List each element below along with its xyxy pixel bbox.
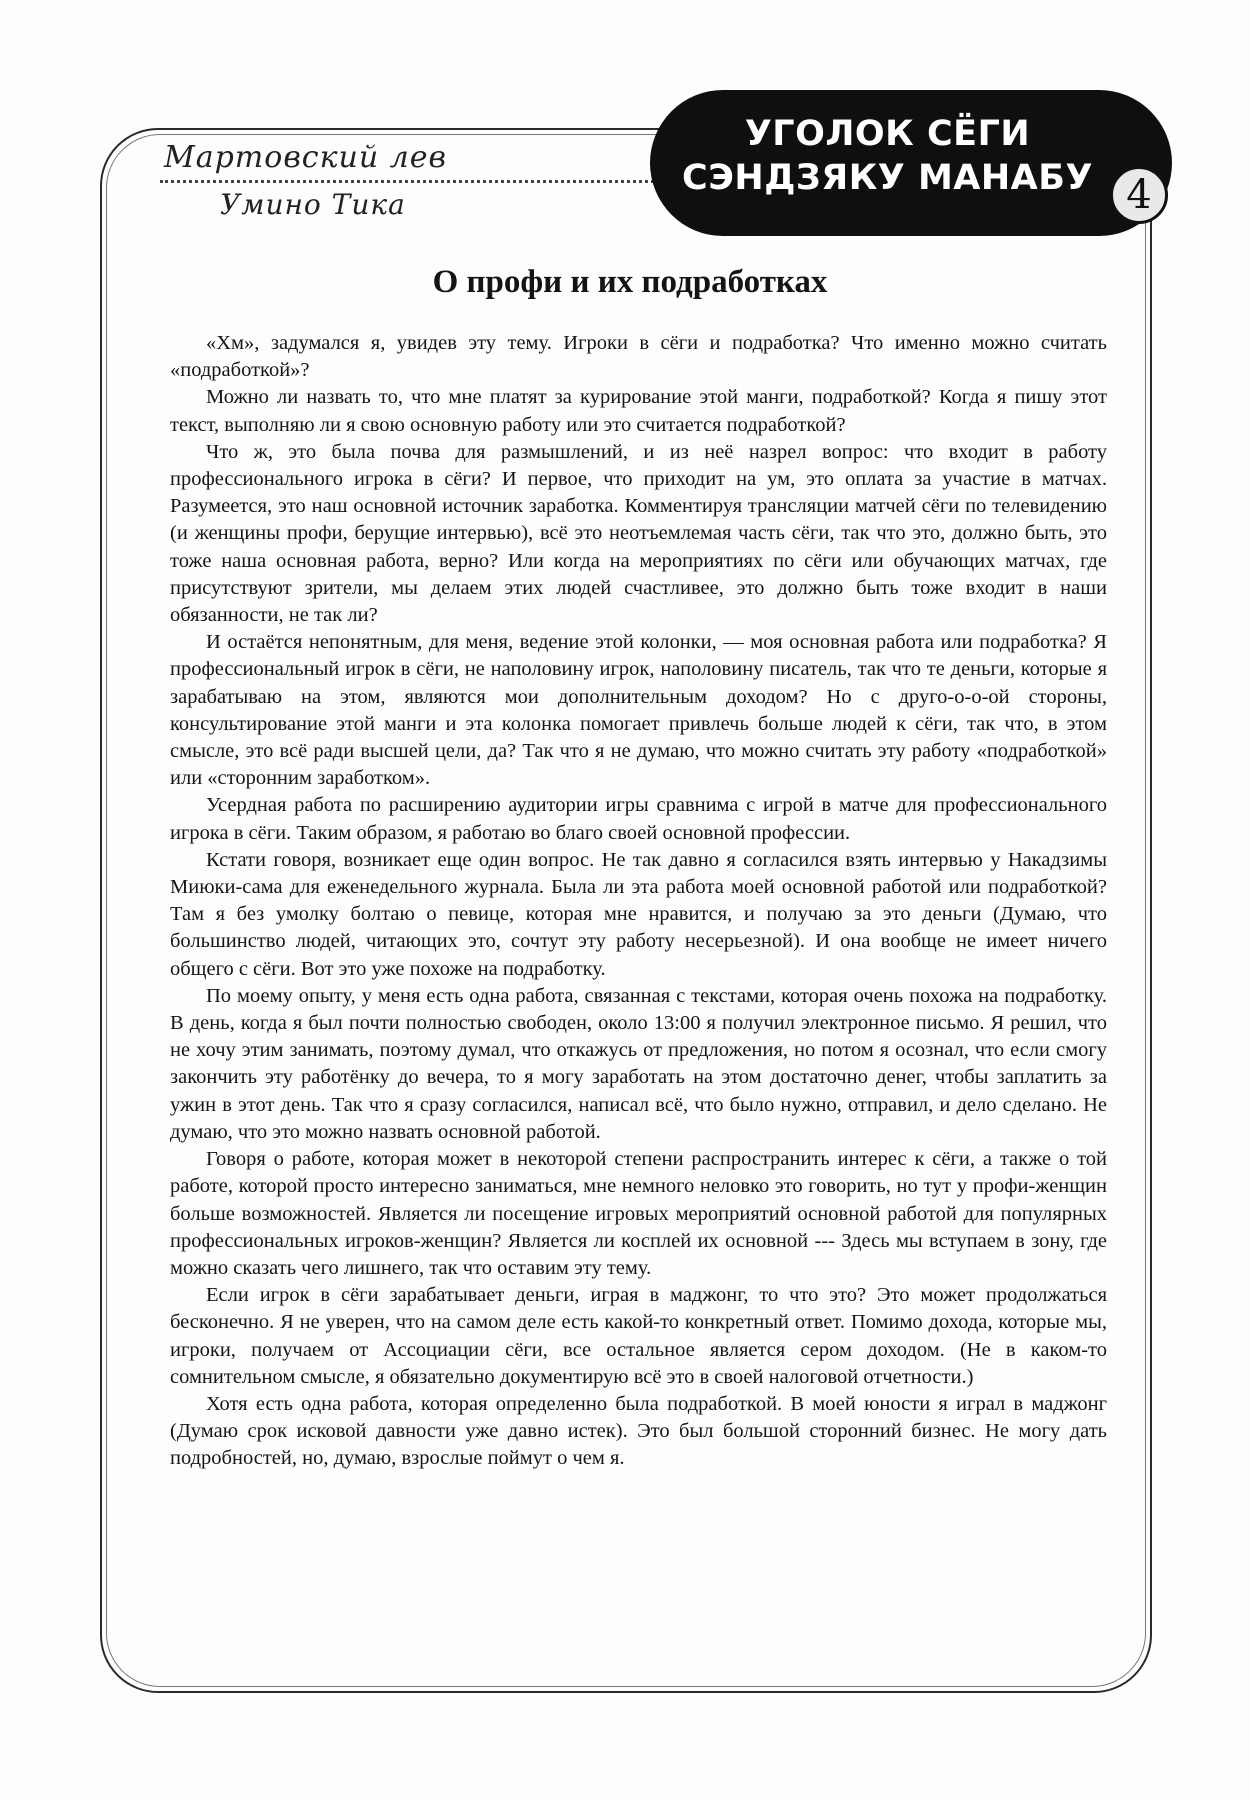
page-number: 4	[1110, 166, 1168, 224]
article-title: О профи и их подработках	[432, 264, 828, 300]
paragraph: Можно ли назвать то, что мне платят за курирование этой манги, подработкой? Когда я пишу этот текст, выполняю ли я свою основную работу или это считается подработкой?	[170, 386, 1107, 436]
paragraph: Усердная работа по расширению аудитории игры сравнима с игрой в матче для профессионального игрока в сёги. Таким образом, я работаю во благо своей основной профессии.	[170, 794, 1107, 844]
paragraph: Хотя есть одна работа, которая определенно была подработкой. В моей юности я играл в маджонг (Думаю срок исковой давности уже давно истек). Это был большой сторонний бизнес. Не могу дать подробностей, но, думаю, взрослые поймут о чем я.	[170, 1392, 1107, 1470]
column-title-line-2: СЭНДЗЯКУ МАНАБУ	[682, 158, 1093, 198]
column-title	[650, 112, 1125, 200]
paragraph: И остаётся непонятным, для меня, ведение этой колонки, — моя основная работа или подработка? Я профессиональный игрок в сёги, не наполовину игрок, наполовину писатель, так что те деньги, которые я зарабатываю на этом, являются мои дополнительным доходом? Но с друго-о-о-ой стороны, консультирование этой манги и эта колонка помогает привлечь больше людей к сёги, так что, в этом смысле, это всё ради высшей цели, да? Так что я не думаю, что можно считать эту работу «подработкой» или «сторонним заработком».	[170, 631, 1107, 790]
paragraph: «Хм», задумался я, увидев эту тему. Игроки в сёги и подработка? Что именно можно считать «подработкой»?	[170, 332, 1107, 382]
paragraph: Кстати говоря, возникает еще один вопрос. Не так давно я согласился взять интервью у Накадзимы Миюки-сама для еженедельного журнала. Была ли эта работа моей основной работой или подработкой? Там я без умолку болтаю о певице, которая мне нравится, и получаю за это деньги (Думаю, что большинство людей, читающих это, сочтут эту работу несерьезной). И она вообще не имеет ничего общего с сёги. Вот это уже похоже на подработку.	[170, 848, 1107, 980]
paragraph: Говоря о работе, которая может в некоторой степени распространить интерес к сёги, а также о той работе, которой просто интересно заниматься, мне немного неловко это говорить, но тут у профи-женщин больше возможностей. Является ли посещение игровых мероприятий основной работой для популярных профессиональных игроков-женщин? Является ли косплей их основной --- Здесь мы вступаем в зону, где можно сказать чего лишнего, так что оставим эту тему.	[170, 1148, 1107, 1279]
column-title-line-1: УГОЛОК СЁГИ	[744, 114, 1031, 154]
paragraph: По моему опыту, у меня есть одна работа, связанная с текстами, которая очень похожа на подработку. В день, когда я был почти полностью свободен, около 13:00 я получил электронное письмо. Я решил, что не хочу этим занимать, поэтому думал, что откажусь от предложения, но потом я осознал, что если смогу закончить эту работёнку до вечера, то я могу заработать на этом достаточно денег, чтобы заплатить за ужин в этот день. Так что я сразу согласился, написал всё, что было нужно, отправил, и дело сделано. Не думаю, что это можно назвать основной работой.	[170, 984, 1107, 1143]
dotted-divider	[160, 180, 660, 183]
paragraph: Что ж, это была почва для размышлений, и из неё назрел вопрос: что входит в работу профессионального игрока в сёги? И первое, что приходит на ум, это оплата за участие в матчах. Разумеется, это наш основной источник заработка. Комментируя трансляции матчей сёги по телевидению (и женщины профи, берущие интервью), всё это неотъемлемая часть сёги, так что это, должно быть, это тоже наша основная работа, верно? Или когда на мероприятиях по сёги или обучающих матчах, где присутствуют зрители, мы делаем этих людей счастливее, это должно быть тоже входит в наши обязанности, не так ли?	[170, 440, 1107, 627]
paragraph: Если игрок в сёги зарабатывает деньги, играя в маджонг, то что это? Это может продолжаться бесконечно. Я не уверен, что на самом деле есть какой-то конкретный ответ. Помимо дохода, которые мы, игроки, получаем от Ассоциации сёги, все остальное является сером доходом. (Не в каком-то сомнительном смысле, я обязательно документирую всё это в своей налоговой отчетности.)	[170, 1284, 1107, 1388]
author-line-1: Мартовский лев	[164, 140, 447, 175]
author-line-2: Умино Тика	[220, 188, 406, 221]
article-body	[170, 330, 1107, 1473]
